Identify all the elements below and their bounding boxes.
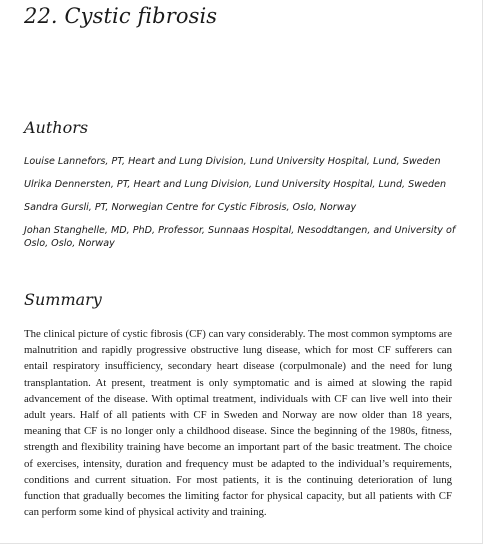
authors-heading: Authors xyxy=(24,118,89,137)
author-entry: Johan Stanghelle, MD, PhD, Professor, Sunnaas Hospital, Nesoddtangen, and University of Oslo, Oslo, Norway xyxy=(24,225,456,249)
chapter-title: 22. Cystic fibrosis xyxy=(24,4,218,28)
summary-paragraph: The clinical picture of cystic fibrosis (CF) can vary considerably. The most common symptoms are malnutrition and rapidly progressive obstructive lung disease, which for most CF sufferers can entail respiratory insufficiency, secondary heart disease (corpulmonale) and the need for lung transplantation. At present, treatment is only symptomatic and is aimed at slowing the rapid advancement of the disease. With optimal treatment, individuals with CF can live well into their adult years. Half of all patients with CF in Sweden and Norway are now older than 18 years, meaning that CF is no longer only a childhood disease. Since the beginning of the 1980s, fitness, strength and flexibility training have become an important part of the basic treatment. The choice of exercises, intensity, duration and frequency must be adapted to the individual’s requirements, conditions and current situation. For most patients, it is the continuing deterioration of lung function that gradually becomes the limiting factor for physical capacity, but all patients with CF can perform some kind of physical activity and training. xyxy=(24,328,452,519)
author-entry: Ulrika Dennersten, PT, Heart and Lung Division, Lund University Hospital, Lund, Sweden xyxy=(24,179,447,190)
author-entry: Sandra Gursli, PT, Norwegian Centre for Cystic Fibrosis, Oslo, Norway xyxy=(24,202,357,213)
author-entry: Louise Lannefors, PT, Heart and Lung Division, Lund University Hospital, Lund, Sweden xyxy=(24,156,441,167)
authors-list xyxy=(24,155,460,260)
summary-heading: Summary xyxy=(24,290,102,309)
